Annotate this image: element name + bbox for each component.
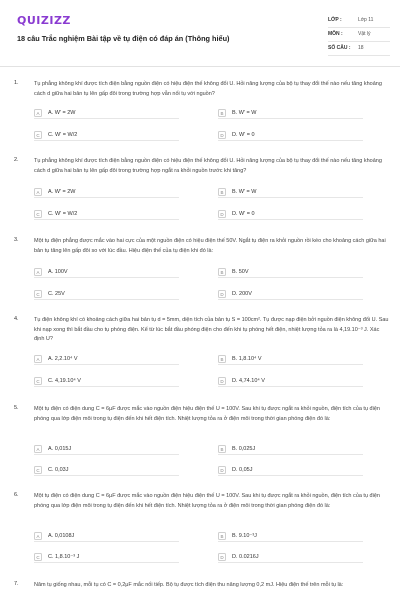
option-text: C. W' = W/2 bbox=[48, 132, 78, 138]
option-b[interactable] bbox=[218, 267, 363, 278]
option-key: C bbox=[34, 290, 42, 298]
question-number: 2. bbox=[14, 157, 19, 163]
meta-row-count bbox=[328, 42, 390, 56]
option-text: D. W' = 0 bbox=[232, 132, 255, 138]
option-text: B. 0,025J bbox=[232, 446, 256, 452]
option-key: B bbox=[218, 355, 226, 363]
option-text: A. 0,0108J bbox=[48, 533, 75, 539]
option-d[interactable] bbox=[218, 376, 363, 387]
option-key: C bbox=[34, 131, 42, 139]
option-key: D bbox=[218, 131, 226, 139]
option-text: A. 2,2.10⁴ V bbox=[48, 356, 78, 362]
meta-info bbox=[328, 14, 390, 56]
meta-row-subject bbox=[328, 28, 390, 42]
option-text: B. 50V bbox=[232, 269, 249, 275]
option-key: D bbox=[218, 290, 226, 298]
option-text: A. W' = 2W bbox=[48, 110, 76, 116]
option-b[interactable] bbox=[218, 354, 363, 365]
option-key: A bbox=[34, 532, 42, 540]
option-key: A bbox=[34, 109, 42, 117]
option-text: C. 4,19.10⁴ V bbox=[48, 378, 81, 384]
question-number: 1. bbox=[14, 80, 19, 86]
question-text: Tụ phẳng không khí được tích điện bằng nguồn điện có hiệu điện thế không đổi U. Hỏi năng lượng của bộ tụ thay đổi thế nào nếu tăng khoảng cách d giữa hai bản tụ lên gấp đôi trong trường hợp vẫn nối tụ với nguồn? bbox=[34, 81, 382, 97]
option-a[interactable] bbox=[34, 444, 179, 455]
option-text: B. 9.10⁻³J bbox=[232, 533, 257, 539]
meta-value: 18 bbox=[358, 45, 364, 51]
option-key: C bbox=[34, 377, 42, 385]
option-key: C bbox=[34, 466, 42, 474]
question-text: Một tụ điện có điện dung C = 6μF được mắc vào nguồn điện hiệu điện thế U = 100V. Sau khi tụ được ngắt ra khỏi nguồn, điện tích của tụ điện phóng qua lớp điện môi trong tụ điện đến khi hết điện tích. Nhiệt lượng tỏa ra ở điện môi trong thời gian phóng điện đó là: bbox=[34, 406, 380, 422]
option-text: A. 100V bbox=[48, 269, 68, 275]
meta-label: LỚP : bbox=[328, 17, 342, 23]
option-key: A bbox=[34, 355, 42, 363]
option-d[interactable] bbox=[218, 130, 363, 141]
option-key: A bbox=[34, 268, 42, 276]
option-key: B bbox=[218, 188, 226, 196]
option-key: A bbox=[34, 188, 42, 196]
option-key: B bbox=[218, 532, 226, 540]
option-key: A bbox=[34, 445, 42, 453]
meta-label: MÔN : bbox=[328, 31, 343, 37]
option-d[interactable] bbox=[218, 465, 363, 476]
option-key: C bbox=[34, 210, 42, 218]
option-text: B. 1,8.10⁴ V bbox=[232, 356, 262, 362]
option-d[interactable] bbox=[218, 209, 363, 220]
option-key: D bbox=[218, 553, 226, 561]
option-text: D. 0.0216J bbox=[232, 554, 259, 560]
option-text: B. W' = W bbox=[232, 189, 257, 195]
option-c[interactable] bbox=[34, 289, 179, 300]
option-key: C bbox=[34, 553, 42, 561]
option-key: D bbox=[218, 466, 226, 474]
page-title: 18 câu Trắc nghiệm Bài tập về tụ điện có đáp án (Thông hiểu) bbox=[17, 34, 230, 43]
option-b[interactable] bbox=[218, 531, 363, 542]
question-text: Một tụ điện có điện dung C = 6μF được mắc vào nguồn điện hiệu điện thế U = 100V. Sau khi tụ được ngắt ra khỏi nguồn, điện tích của tụ điện phóng qua lớp điện môi trong tụ điện đến khi hết điện tích. Nhiệt lượng tỏa ra ở điện môi trong thời gian phóng điện đó là: bbox=[34, 493, 380, 509]
option-key: D bbox=[218, 210, 226, 218]
option-text: D. 200V bbox=[232, 291, 252, 297]
question-number: 6. bbox=[14, 492, 19, 498]
option-c[interactable] bbox=[34, 552, 179, 563]
question-number: 4. bbox=[14, 316, 19, 322]
option-a[interactable] bbox=[34, 267, 179, 278]
option-a[interactable] bbox=[34, 187, 179, 198]
option-text: A. 0,015J bbox=[48, 446, 72, 452]
question-number: 7. bbox=[14, 581, 19, 587]
meta-value: Vật lý bbox=[358, 31, 371, 37]
question-text: Năm tụ giống nhau, mỗi tụ có C = 0,2μF mắc nối tiếp. Bộ tụ được tích điện thu năng lượng 0,2 mJ. Hiệu điện thế trên mỗi tụ là: bbox=[34, 582, 344, 588]
option-text: A. W' = 2W bbox=[48, 189, 76, 195]
option-text: D. 0,05J bbox=[232, 467, 253, 473]
option-key: B bbox=[218, 445, 226, 453]
option-key: D bbox=[218, 377, 226, 385]
document-header bbox=[0, 0, 400, 66]
question-text: Tụ điện không khí có khoảng cách giữa hai bản tụ d = 5mm, diện tích của bản tụ S = 100cm². Tụ được nạp điện bởi nguồn điện không đổi U. Sau khi nạp xong thì bắt đầu cho tụ phóng điện. Kể từ lúc bắt đầu phóng điện cho đến khi tụ phóng hết điện, nhiệt lượng tỏa ra là 4,19.10⁻³ J. Xác định U? bbox=[34, 317, 389, 342]
quizizz-logo: QUIZIZZ bbox=[17, 14, 71, 27]
option-key: B bbox=[218, 268, 226, 276]
question-number: 3. bbox=[14, 237, 19, 243]
meta-row-class bbox=[328, 14, 390, 28]
meta-label: SỐ CÂU : bbox=[328, 45, 351, 51]
option-a[interactable] bbox=[34, 354, 179, 365]
option-text: C. 25V bbox=[48, 291, 65, 297]
header-divider bbox=[0, 66, 400, 67]
question-number: 5. bbox=[14, 405, 19, 411]
option-a[interactable] bbox=[34, 108, 179, 119]
option-c[interactable] bbox=[34, 465, 179, 476]
option-c[interactable] bbox=[34, 376, 179, 387]
option-b[interactable] bbox=[218, 108, 363, 119]
option-text: C. 0,03J bbox=[48, 467, 69, 473]
option-text: D. W' = 0 bbox=[232, 211, 255, 217]
option-b[interactable] bbox=[218, 187, 363, 198]
option-text: C. 1,8.10⁻³ J bbox=[48, 554, 80, 560]
option-c[interactable] bbox=[34, 130, 179, 141]
option-d[interactable] bbox=[218, 289, 363, 300]
option-d[interactable] bbox=[218, 552, 363, 563]
option-text: B. W' = W bbox=[232, 110, 257, 116]
option-a[interactable] bbox=[34, 531, 179, 542]
question-text: Tụ phẳng không khí được tích điện bằng nguồn điện có hiệu điện thế không đổi U. Hỏi năng lượng của bộ tụ thay đổi thế nào nếu tăng khoảng cách d giữa hai bản tụ lên gấp đôi trong trường hợp ngắt ra khỏi nguồn trước khi tăng? bbox=[34, 158, 382, 174]
question-text: Một tụ điện phẳng được mắc vào hai cực của một nguồn điện có hiệu điện thế 50V. Ngắt tụ điện ra khỏi nguồn rồi kéo cho khoảng cách giữa hai bản tụ tăng lên gấp đôi so với lúc đầu. Hiệu điện thế của tụ điện khi đó là: bbox=[34, 238, 386, 254]
option-c[interactable] bbox=[34, 209, 179, 220]
option-key: B bbox=[218, 109, 226, 117]
option-text: D. 4,74.10⁴ V bbox=[232, 378, 265, 384]
option-text: C. W' = W/2 bbox=[48, 211, 78, 217]
option-b[interactable] bbox=[218, 444, 363, 455]
meta-value: Lớp 11 bbox=[358, 17, 374, 23]
